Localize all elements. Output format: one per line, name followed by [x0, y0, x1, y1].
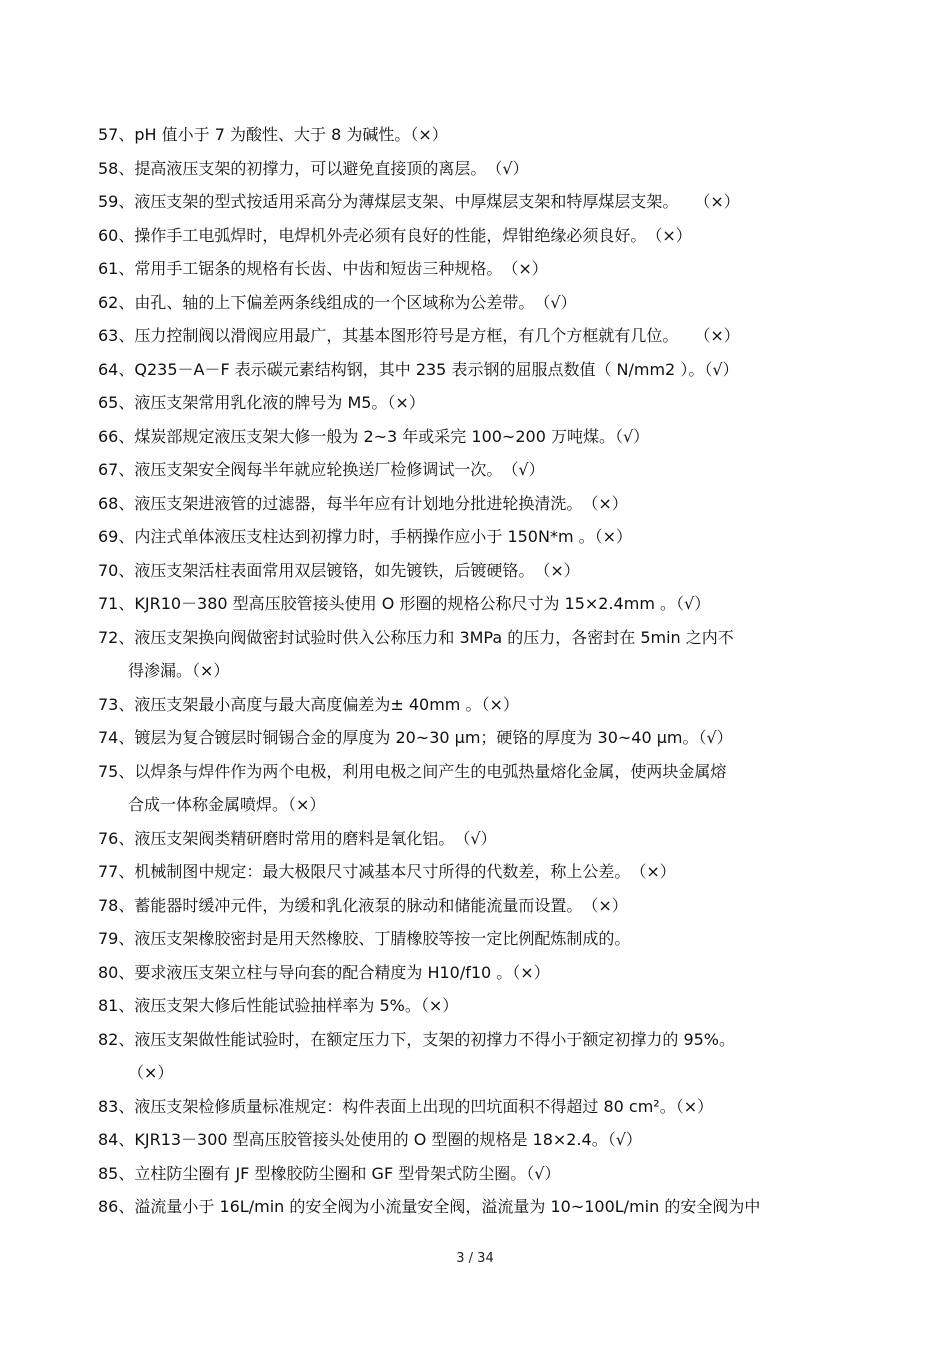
list-item — [98, 386, 898, 420]
item-line: 78、蓄能器时缓冲元件，为缓和乳化液泵的脉动和储能流量而设置。 （×） — [98, 895, 628, 915]
item-line: 59、液压支架的型式按适用采高分为薄煤层支架、中厚煤层支架和特厚煤层支架。 （×） — [98, 192, 740, 211]
item-line: 69、内注式单体液压支柱达到初撑力时，手柄操作应小于 150N*m 。（×） — [98, 527, 633, 546]
list-item — [98, 353, 898, 387]
item-line-continued: 合成一体称金属喷焊。（×） — [128, 795, 326, 814]
item-line: 60、操作手工电弧焊时，电焊机外壳必须有良好的性能，焊钳绝缘必须良好。 （×） — [98, 225, 692, 245]
list-item — [98, 989, 898, 1023]
list-item — [98, 1090, 898, 1124]
item-line: 83、液压支架检修质量标准规定：构件表面上出现的凹坑面积不得超过 80 cm²。（×） — [98, 1096, 714, 1116]
list-item — [98, 554, 898, 588]
list-item — [98, 587, 898, 621]
item-line-continued: 得渗漏。（×） — [128, 661, 230, 680]
list-item — [98, 453, 898, 487]
list-item — [98, 219, 898, 253]
item-line: 79、液压支架橡胶密封是用天然橡胶、丁腈橡胶等按一定比例配炼制成的。 — [98, 929, 631, 948]
list-item — [98, 855, 898, 889]
item-line: 63、压力控制阀以滑阀应用最广，其基本图形符号是方框，有几个方框就有几位。 （×） — [98, 326, 740, 345]
item-line: 67、液压支架安全阀每半年就应轮换送厂检修调试一次。 （√） — [98, 460, 545, 479]
page-number: 3 / 34 — [456, 1251, 494, 1266]
item-line: 66、煤炭部规定液压支架大修一般为 2~3 年或采完 100~200 万吨煤。（√） — [98, 426, 650, 446]
item-line: 84、KJR13－300 型高压胶管接头处使用的 O 型圈的规格是 18×2.4。（√） — [98, 1130, 642, 1149]
list-item — [98, 922, 898, 956]
item-line: 82、液压支架做性能试验时，在额定压力下，支架的初撑力不得小于额定初撑力的 95%。 — [98, 1029, 736, 1049]
list-item — [98, 1123, 898, 1157]
item-line: 70、液压支架活柱表面常用双层镀铬，如先镀铁，后镀硬铬。 （×） — [98, 560, 580, 580]
item-line: 75、以焊条与焊件作为两个电极，利用电极之间产生的电弧热量熔化金属，使两块金属熔 — [98, 761, 727, 781]
list-item — [98, 755, 898, 822]
list-item — [98, 118, 898, 152]
item-line: 80、要求液压支架立柱与导向套的配合精度为 H10/f10 。（×） — [98, 962, 550, 982]
item-line: 77、机械制图中规定：最大极限尺寸减基本尺寸所得的代数差，称上公差。 （×） — [98, 862, 676, 881]
item-line: 76、液压支架阀类精研磨时常用的磨料是氧化铝。 （√） — [98, 828, 497, 848]
item-line: 58、提高液压支架的初撑力，可以避免直接顶的离层。 （√） — [98, 158, 529, 178]
item-line: 72、液压支架换向阀做密封试验时供入公称压力和 3MPa 的压力，各密封在 5min 之内不 — [98, 627, 734, 647]
list-item — [98, 1023, 898, 1090]
list-item — [98, 185, 898, 219]
list-item — [98, 487, 898, 521]
list-item — [98, 420, 898, 454]
item-line: 68、液压支架进液管的过滤器，每半年应有计划地分批进轮换清洗。 （×） — [98, 493, 628, 513]
item-line: 81、液压支架大修后性能试验抽样率为 5%。（×） — [98, 996, 459, 1015]
list-item — [98, 956, 898, 990]
item-line-continued: （×） — [128, 1063, 174, 1082]
list-item — [98, 319, 898, 353]
item-line: 74、镀层为复合镀层时铜锡合金的厚度为 20~30 μm；硬铬的厚度为 30~40 μm。（√） — [98, 728, 733, 747]
list-item — [98, 889, 898, 923]
list-item — [98, 252, 898, 286]
item-line: 62、由孔、轴的上下偏差两条线组成的一个区域称为公差带。 （√） — [98, 292, 577, 312]
item-line: 64、Q235－A－F 表示碳元素结构钢，其中 235 表示钢的屈服点数值（ N/mm2 ）。（√） — [98, 359, 739, 379]
list-item — [98, 286, 898, 320]
item-line: 73、液压支架最小高度与最大高度偏差为± 40mm 。（×） — [98, 694, 519, 714]
list-item — [98, 1190, 898, 1224]
item-line: 57、pH 值小于 7 为酸性、大于 8 为碱性。（×） — [98, 125, 448, 144]
item-line: 71、KJR10－380 型高压胶管接头使用 O 形圈的规格公称尺寸为 15×2.4mm 。（√） — [98, 594, 711, 613]
list-item — [98, 621, 898, 688]
list-item — [98, 152, 898, 186]
list-item — [98, 822, 898, 856]
list-item — [98, 688, 898, 722]
item-line: 61、常用手工锯条的规格有长齿、中齿和短齿三种规格。 （×） — [98, 259, 548, 278]
list-item — [98, 721, 898, 755]
item-line: 85、立柱防尘圈有 JF 型橡胶防尘圈和 GF 型骨架式防尘圈。（√） — [98, 1163, 561, 1183]
list-item — [98, 520, 898, 554]
item-line: 65、液压支架常用乳化液的牌号为 M5。（×） — [98, 393, 425, 412]
item-line: 86、溢流量小于 16L/min 的安全阀为小流量安全阀，溢流量为 10~100L/min 的安全阀为中 — [98, 1197, 761, 1216]
list-item — [98, 1157, 898, 1191]
